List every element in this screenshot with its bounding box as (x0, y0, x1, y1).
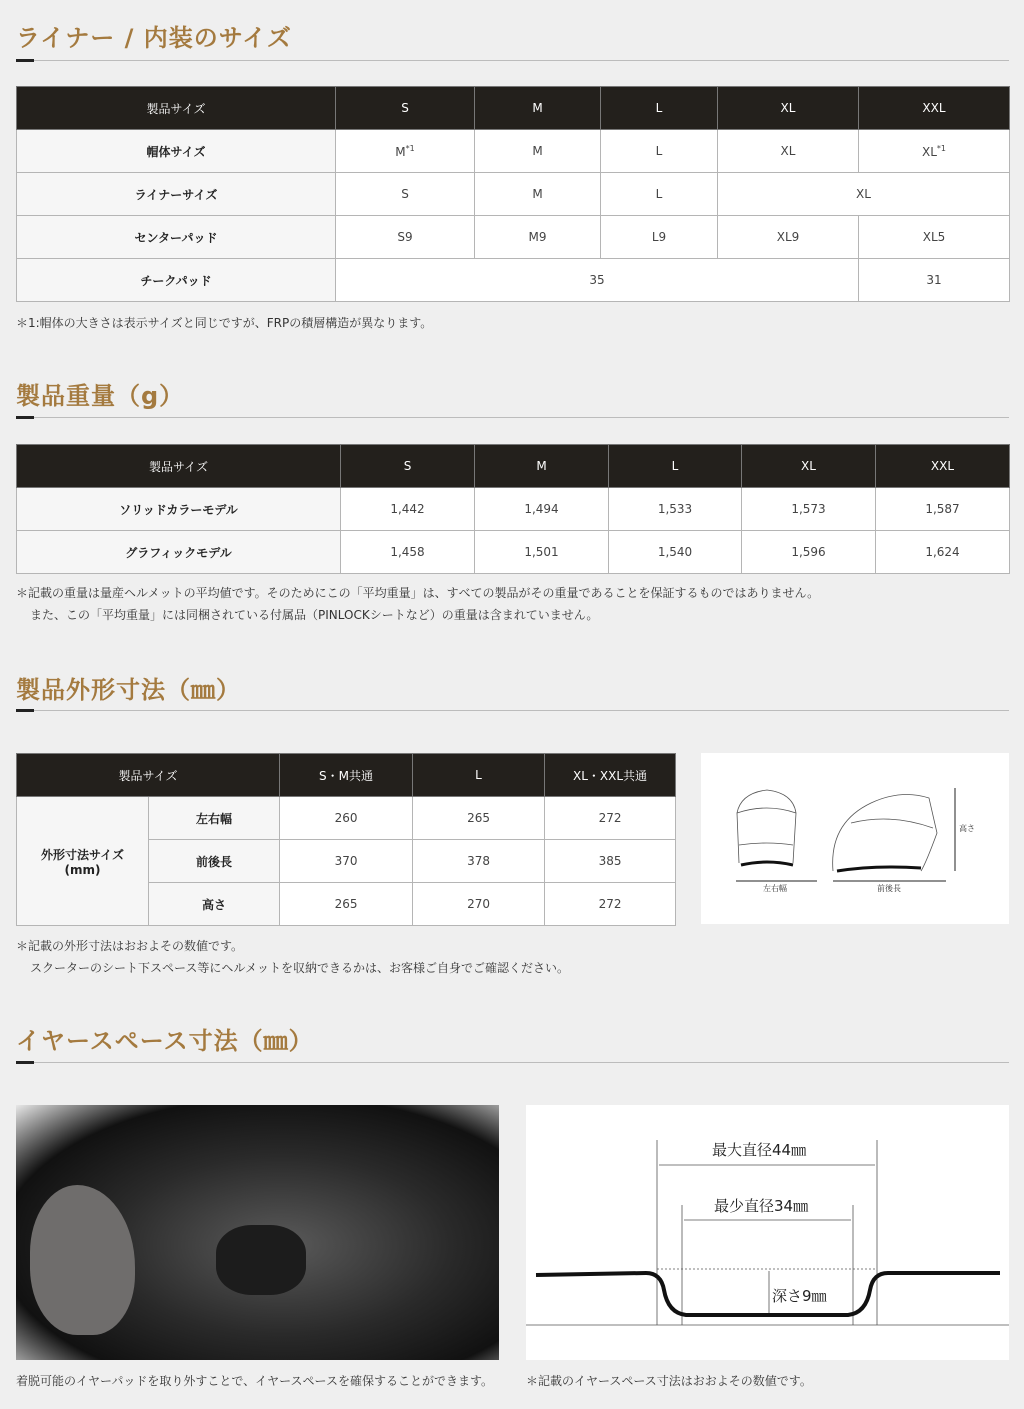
header-cell: M (475, 87, 601, 130)
ear-pad-image (30, 1185, 135, 1335)
table-header-row (17, 754, 676, 797)
speaker-pocket-image (216, 1225, 306, 1295)
header-cell: S (336, 87, 475, 130)
cell: 1,458 (341, 531, 475, 574)
cell: M (475, 173, 601, 216)
divider (16, 710, 1009, 711)
row-label: グラフィックモデル (17, 531, 341, 574)
group-label: 外形寸法サイズ(mm) (17, 797, 149, 926)
ear-space-diagram (526, 1105, 1009, 1360)
header-cell: XL・XXL共通 (545, 754, 676, 797)
cell: 272 (545, 797, 676, 840)
cell: M (475, 130, 601, 173)
header-cell: L (413, 754, 545, 797)
header-cell: S (341, 445, 475, 488)
cell: L9 (601, 216, 718, 259)
cell: 1,587 (876, 488, 1010, 531)
footnote: ＊記載の重量は量産ヘルメットの平均値です。そのためにこの「平均重量」は、すべての製品がその重量であることを保証するものではありません。 (16, 586, 820, 600)
cell: 1,533 (609, 488, 742, 531)
cell: M9 (475, 216, 601, 259)
row-label: センターパッド (17, 216, 336, 259)
cell: 270 (413, 883, 545, 926)
table-header-row (17, 87, 1010, 130)
svg-text:高さ: 高さ (959, 824, 975, 833)
row-label: チークパッド (17, 259, 336, 302)
footnote: スクーターのシート下スペース等にヘルメットを収納できるかは、お客様ご自身でご確認ください。 (30, 961, 570, 975)
cell: 1,442 (341, 488, 475, 531)
table-header-row (17, 445, 1010, 488)
section-title-ear-space: イヤースペース寸法（㎜） (16, 1027, 314, 1055)
table-row (17, 130, 1010, 173)
cell: 272 (545, 883, 676, 926)
helmet-outline-icon (701, 753, 1009, 924)
row-label: 高さ (149, 883, 280, 926)
dimensions-table (16, 753, 676, 926)
header-cell: M (475, 445, 609, 488)
table-row (17, 259, 1010, 302)
row-label: 左右幅 (149, 797, 280, 840)
cell: 1,596 (742, 531, 876, 574)
cell: XL5 (859, 216, 1010, 259)
cell: 31 (859, 259, 1010, 302)
row-label: ライナーサイズ (17, 173, 336, 216)
cell: 378 (413, 840, 545, 883)
row-label: 帽体サイズ (17, 130, 336, 173)
divider (16, 1062, 1009, 1063)
cell: 265 (413, 797, 545, 840)
footnote: ＊記載の外形寸法はおおよその数値です。 (16, 939, 244, 953)
cell: L (601, 130, 718, 173)
cell: $M^{*1}$ (336, 130, 475, 173)
section-title-dimensions: 製品外形寸法（㎜） (16, 676, 241, 704)
header-cell: 製品サイズ (17, 87, 336, 130)
svg-text:左右幅: 左右幅 (763, 884, 787, 893)
cell: 1,540 (609, 531, 742, 574)
cell: XL$^{*1}$ (859, 130, 1010, 173)
liner-size-table (16, 86, 1010, 302)
header-cell: XL (742, 445, 876, 488)
svg-text:最少直径34㎜: 最少直径34㎜ (714, 1197, 809, 1215)
cell: 385 (545, 840, 676, 883)
table-row (17, 531, 1010, 574)
cell: S9 (336, 216, 475, 259)
header-cell: 製品サイズ (17, 754, 280, 797)
cell: L (601, 173, 718, 216)
cell: 1,624 (876, 531, 1010, 574)
diagram-caption: ＊記載のイヤースペース寸法はおおよその数値です。 (526, 1374, 812, 1388)
header-cell: XXL (876, 445, 1010, 488)
cell: 1,573 (742, 488, 876, 531)
table-row (17, 488, 1010, 531)
helmet-interior-photo (16, 1105, 499, 1360)
footnote: また、この「平均重量」には同梱されている付属品（PINLOCKシートなど）の重量は含まれていません。 (30, 608, 599, 622)
weight-table (16, 444, 1010, 574)
table-row (17, 173, 1010, 216)
photo-caption: 着脱可能のイヤーパッドを取り外すことで、イヤースペースを確保することができます。 (16, 1374, 494, 1388)
cell: XL (718, 173, 1010, 216)
cell: XL (718, 130, 859, 173)
svg-text:深さ9㎜: 深さ9㎜ (772, 1287, 827, 1305)
cell: 35 (336, 259, 859, 302)
footnote: ＊1:帽体の大きさは表示サイズと同じですが、FRPの積層構造が異なります。 (16, 316, 433, 330)
header-cell: 製品サイズ (17, 445, 341, 488)
cell: 370 (280, 840, 413, 883)
cell: 260 (280, 797, 413, 840)
row-label: ソリッドカラーモデル (17, 488, 341, 531)
section-title-liner: ライナー / 内装のサイズ (16, 24, 292, 52)
header-cell: XL (718, 87, 859, 130)
helmet-dimension-diagram (701, 753, 1009, 924)
cell: XL9 (718, 216, 859, 259)
svg-text:前後長: 前後長 (877, 884, 901, 893)
divider (16, 60, 1009, 61)
row-label: 前後長 (149, 840, 280, 883)
svg-text:最大直径44㎜: 最大直径44㎜ (712, 1141, 807, 1159)
cell: 265 (280, 883, 413, 926)
cell: 1,501 (475, 531, 609, 574)
cell: 1,494 (475, 488, 609, 531)
cell: S (336, 173, 475, 216)
section-title-weight: 製品重量（g） (16, 382, 185, 410)
header-cell: S・M共通 (280, 754, 413, 797)
header-cell: XXL (859, 87, 1010, 130)
header-cell: L (609, 445, 742, 488)
table-row (17, 216, 1010, 259)
divider (16, 417, 1009, 418)
header-cell: L (601, 87, 718, 130)
table-row (17, 797, 676, 840)
